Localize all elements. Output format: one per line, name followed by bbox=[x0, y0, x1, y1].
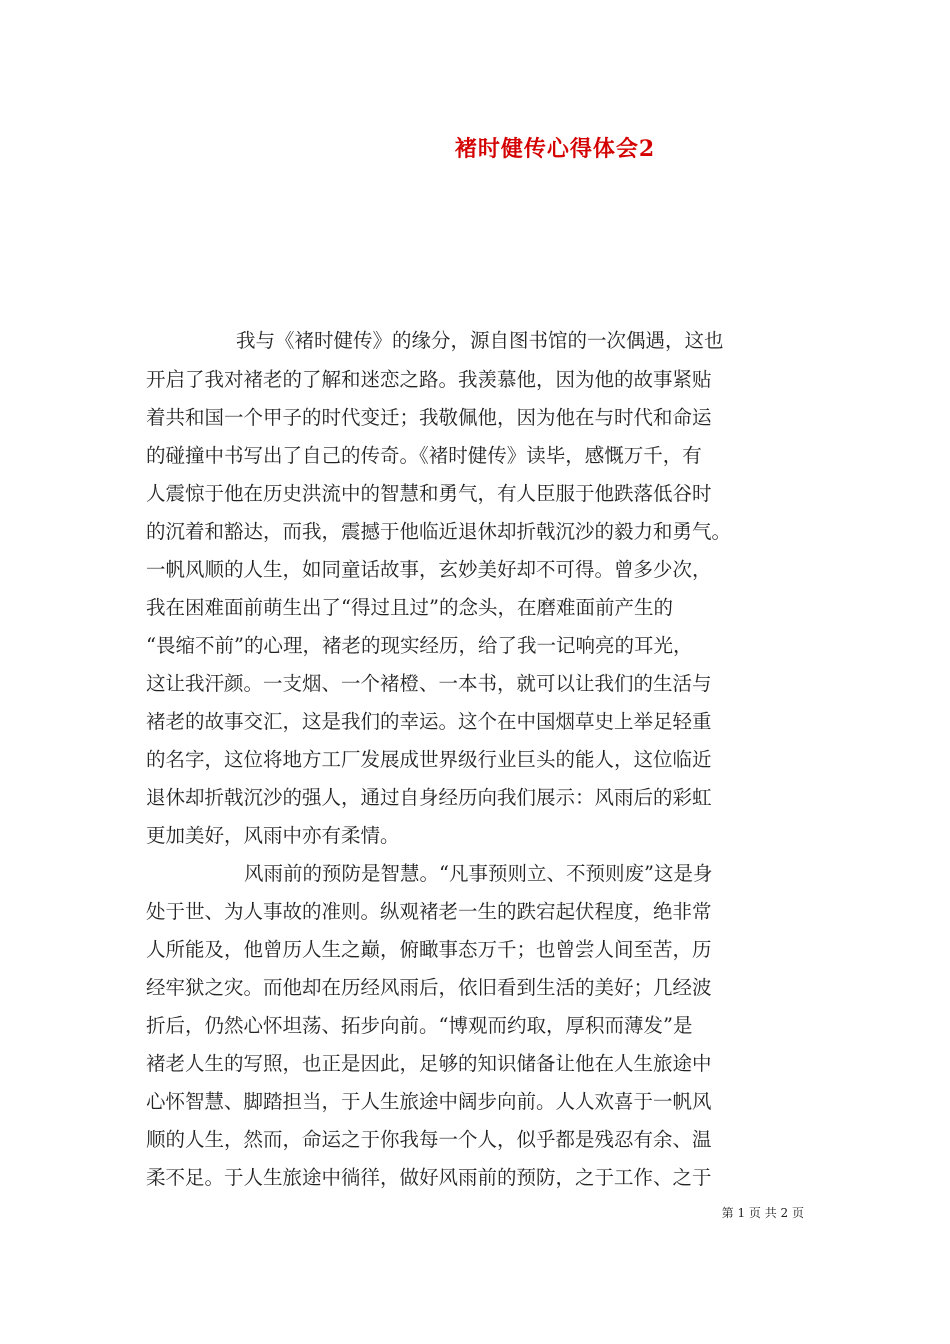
paragraph-2-line: 折后，仍然心怀坦荡、拓步向前。“博观而约取，厚积而薄发”是 bbox=[146, 1014, 693, 1037]
paragraph-1-line: 退休却折戟沉沙的强人，通过自身经历向我们展示：风雨后的彩虹 bbox=[146, 786, 712, 809]
paragraph-1-line: 的沉着和豁达，而我，震撼于他临近退休却折戟沉沙的毅力和勇气。 bbox=[146, 520, 732, 543]
paragraph-2-line: 经牢狱之灾。而他却在历经风雨后，依旧看到生活的美好；几经波 bbox=[146, 976, 712, 999]
paragraph-1-line: 我与《褚时健传》的缘分，源自图书馆的一次偶遇，这也 bbox=[236, 329, 724, 352]
paragraph-1-line: “畏缩不前”的心理，褚老的现实经历，给了我一记响亮的耳光， bbox=[146, 634, 693, 657]
page-title: 褚时健传心得体会2 bbox=[454, 136, 656, 162]
paragraph-1-line: 人震惊于他在历史洪流中的智慧和勇气，有人臣服于他跌落低谷时 bbox=[146, 482, 712, 505]
paragraph-2-line: 柔不足。于人生旅途中徜徉，做好风雨前的预防，之于工作、之于 bbox=[146, 1166, 712, 1189]
page-footer: 第 1 页 共 2 页 bbox=[721, 1206, 804, 1220]
paragraph-1-line: 一帆风顺的人生，如同童话故事，玄妙美好却不可得。曾多少次， bbox=[146, 558, 712, 581]
paragraph-2-line: 处于世、为人事故的准则。纵观褚老一生的跌宕起伏程度，绝非常 bbox=[146, 900, 712, 923]
paragraph-2-line: 风雨前的预防是智慧。“凡事预则立、不预则废”这是身 bbox=[244, 862, 713, 885]
paragraph-1-line: 这让我汗颜。一支烟、一个褚橙、一本书，就可以让我们的生活与 bbox=[146, 672, 712, 695]
paragraph-2-line: 顺的人生，然而，命运之于你我每一个人，似乎都是残忍有余、温 bbox=[146, 1128, 712, 1151]
paragraph-1-line: 的碰撞中书写出了自己的传奇。《褚时健传》读毕，感慨万千，有 bbox=[146, 444, 702, 467]
paragraph-2-line: 人所能及，他曾历人生之巅，俯瞰事态万千；也曾尝人间至苦，历 bbox=[146, 938, 712, 961]
paragraph-1-line: 开启了我对褚老的了解和迷恋之路。我羡慕他，因为他的故事紧贴 bbox=[146, 368, 712, 391]
paragraph-2-line: 心怀智慧、脚踏担当，于人生旅途中阔步向前。人人欢喜于一帆风 bbox=[146, 1090, 712, 1113]
paragraph-1-line: 着共和国一个甲子的时代变迁；我敬佩他，因为他在与时代和命运 bbox=[146, 406, 712, 429]
paragraph-1-line: 更加美好，风雨中亦有柔情。 bbox=[146, 824, 400, 847]
paragraph-1-line: 的名字，这位将地方工厂发展成世界级行业巨头的能人，这位临近 bbox=[146, 748, 712, 771]
paragraph-2-line: 褚老人生的写照，也正是因此，足够的知识储备让他在人生旅途中 bbox=[146, 1052, 712, 1075]
paragraph-1-line: 我在困难面前萌生出了“得过且过”的念头，在磨难面前产生的 bbox=[146, 596, 673, 619]
paragraph-1-line: 褚老的故事交汇，这是我们的幸运。这个在中国烟草史上举足轻重 bbox=[146, 710, 712, 733]
